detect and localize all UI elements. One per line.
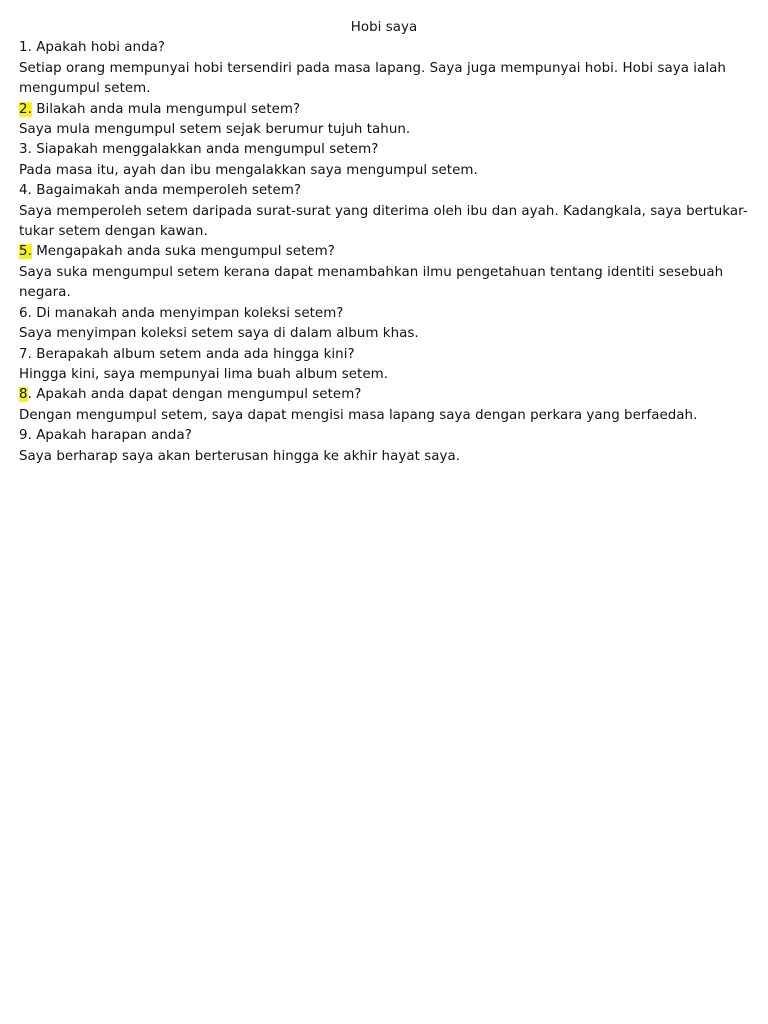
question-6 [19, 304, 749, 324]
answer-9: Saya berharap saya akan berterusan hingga ke akhir hayat saya. [19, 448, 461, 464]
question-text: Siapakah menggalakkan anda mengumpul setem? [36, 142, 379, 158]
question-text: Apakah hobi anda? [36, 40, 166, 56]
question-text: Apakah harapan anda? [36, 428, 192, 444]
qa-item-1 [19, 38, 749, 99]
qa-item-3 [19, 140, 749, 181]
answer-6: Saya menyimpan koleksi setem saya di dalam album khas. [19, 326, 419, 342]
answer-8: Dengan mengumpul setem, saya dapat mengisi masa lapang saya dengan perkara yang berfaedah. [19, 407, 698, 423]
qa-item-9 [19, 426, 749, 467]
question-text: . Apakah anda dapat dengan mengumpul setem? [27, 387, 362, 403]
question-text: Berapakah album setem anda ada hingga kini? [36, 346, 355, 362]
qa-item-5 [19, 242, 749, 303]
question-9 [19, 426, 749, 446]
qa-item-6 [19, 304, 749, 345]
qa-item-8 [19, 385, 749, 426]
question-1 [19, 38, 749, 58]
answer-7: Hingga kini, saya mempunyai lima buah album setem. [19, 366, 389, 382]
question-number: 1. [19, 40, 32, 56]
question-number: 4. [19, 183, 32, 199]
answer-2: Saya mula mengumpul setem sejak berumur tujuh tahun. [19, 122, 411, 138]
answer-5: Saya suka mengumpul setem kerana dapat menambahkan ilmu pengetahuan tentang identiti sesebuah negara. [19, 264, 724, 301]
question-8 [19, 385, 749, 405]
question-text: Bilakah anda mula mengumpul setem? [36, 101, 301, 117]
question-number: 7. [19, 346, 32, 362]
question-5 [19, 242, 749, 262]
question-text: Di manakah anda menyimpan koleksi setem? [36, 305, 344, 321]
answer-4: Saya memperoleh setem daripada surat-surat yang diterima oleh ibu dan ayah. Kadangkala, saya bertukar-tukar setem dengan kawan. [19, 203, 748, 240]
qa-item-4 [19, 181, 749, 242]
question-text: Bagaimakah anda memperoleh setem? [36, 183, 302, 199]
document-body [19, 18, 749, 467]
document-title: Hobi saya [350, 20, 418, 35]
question-number-highlighted: 8 [19, 387, 28, 403]
question-number: 3. [19, 142, 32, 158]
answer-3: Pada masa itu, ayah dan ibu mengalakkan saya mengumpul setem. [19, 162, 478, 178]
qa-item-2 [19, 100, 749, 141]
question-7 [19, 345, 749, 365]
question-text: Mengapakah anda suka mengumpul setem? [36, 244, 335, 260]
qa-item-7 [19, 345, 749, 386]
answer-1: Setiap orang mempunyai hobi tersendiri pada masa lapang. Saya juga mempunyai hobi. Hobi saya ialah mengumpul setem. [19, 60, 726, 97]
question-2 [19, 100, 749, 120]
question-number: 6. [19, 305, 32, 321]
question-number-highlighted: 5. [19, 244, 32, 260]
question-4 [19, 181, 749, 201]
question-3 [19, 140, 749, 160]
question-number-highlighted: 2. [19, 101, 32, 117]
question-number: 9. [19, 428, 32, 444]
